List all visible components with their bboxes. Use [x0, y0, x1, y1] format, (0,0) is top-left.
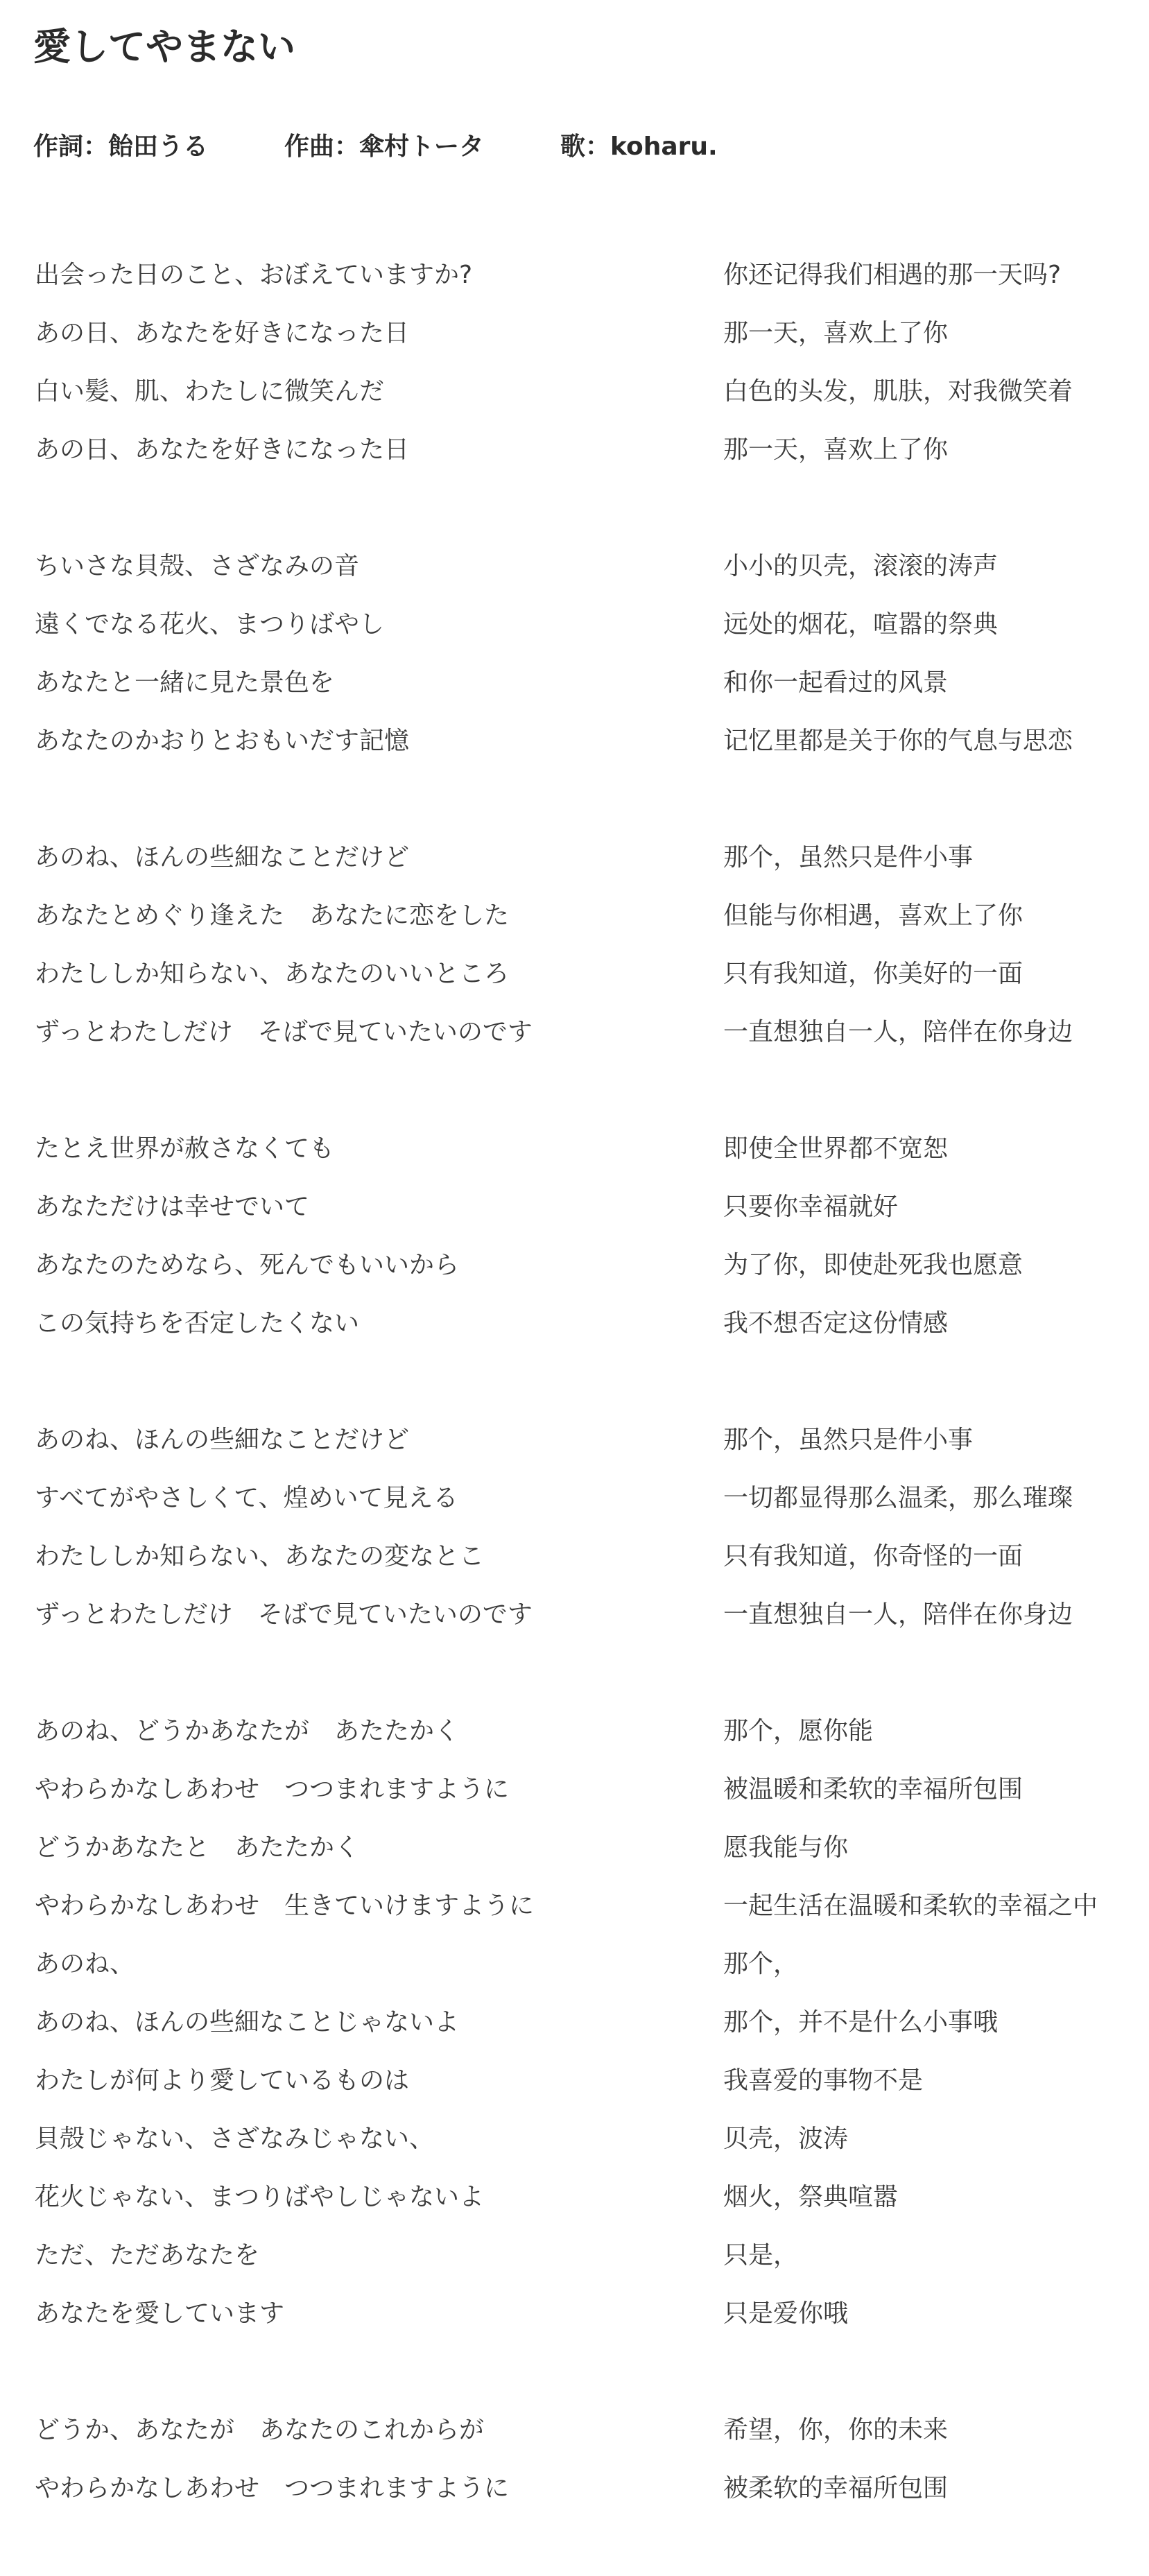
credits-row — [33, 132, 718, 162]
lyric-line — [0, 1178, 1149, 1236]
lyric-stanza — [0, 1411, 1149, 1644]
chinese-translation: 那一天，喜欢上了你 — [723, 319, 949, 347]
chinese-translation: 只是， — [723, 2241, 799, 2270]
lyric-line — [0, 2285, 1149, 2343]
japanese-lyric: あのね、ほんの些細なことだけど — [35, 843, 410, 872]
lyric-line — [0, 1586, 1149, 1644]
chinese-translation: 那个，愿你能 — [723, 1717, 874, 1745]
lyric-line — [0, 421, 1149, 479]
chinese-translation: 一起生活在温暖和柔软的幸福之中 — [723, 1892, 1098, 1920]
chinese-translation: 被柔软的幸福所包围 — [723, 2474, 949, 2502]
chinese-translation: 那个，虽然只是件小事 — [723, 843, 974, 872]
japanese-lyric: やわらかなしあわせ つつまれますように — [35, 1775, 510, 1804]
lyric-line — [0, 2460, 1149, 2518]
chinese-translation: 那一天，喜欢上了你 — [723, 435, 949, 464]
chinese-translation: 一直想独自一人，陪伴在你身边 — [723, 1018, 1073, 1046]
japanese-lyric: 花火じゃない、まつりばやしじゃないよ — [35, 2183, 485, 2211]
lyric-line — [0, 2110, 1149, 2168]
composer-credit: 作曲：傘村トータ — [284, 132, 485, 161]
lyric-line — [0, 1411, 1149, 1469]
chinese-translation: 贝壳，波涛 — [723, 2125, 849, 2153]
japanese-lyric: あのね、ほんの些細なことだけど — [35, 1426, 410, 1454]
japanese-lyric: あなたを愛しています — [35, 2299, 285, 2328]
lyric-line — [0, 887, 1149, 945]
lyric-line — [0, 712, 1149, 770]
chinese-translation: 即使全世界都不宽恕 — [723, 1134, 949, 1163]
lyric-stanza — [0, 1120, 1149, 1353]
chinese-translation: 愿我能与你 — [723, 1833, 849, 1862]
lyric-line — [0, 1469, 1149, 1528]
japanese-lyric: あの日、あなたを好きになった日 — [35, 319, 410, 347]
lyric-line — [0, 537, 1149, 596]
lyric-line — [0, 1761, 1149, 1819]
japanese-lyric: たとえ世界が赦さなくても — [35, 1134, 335, 1163]
japanese-lyric: あなたのためなら、死んでもいいから — [35, 1251, 460, 1279]
lyric-line — [0, 1120, 1149, 1178]
lyric-line — [0, 1528, 1149, 1586]
japanese-lyric: あのね、どうかあなたが あたたかく — [35, 1717, 460, 1745]
japanese-lyric: あなたと一緒に見た景色を — [35, 668, 335, 697]
chinese-translation: 你还记得我们相遇的那一天吗? — [723, 261, 1062, 289]
japanese-lyric: あのね、 — [35, 1950, 135, 1978]
japanese-lyric: わたししか知らない、あなたのいいところ — [35, 960, 510, 988]
japanese-lyric: あの日、あなたを好きになった日 — [35, 435, 410, 464]
lyric-line — [0, 654, 1149, 712]
japanese-lyric: どうか、あなたが あなたのこれからが — [35, 2416, 485, 2444]
japanese-lyric: 白い髪、肌、わたしに微笑んだ — [35, 377, 385, 406]
japanese-lyric: すべてがやさしくて、煌めいて見える — [35, 1484, 458, 1512]
lyric-stanza — [0, 246, 1149, 479]
chinese-translation: 那个， — [723, 1950, 799, 1978]
lyrics-body — [0, 246, 1149, 2576]
lyric-stanza — [0, 829, 1149, 1062]
lyric-line — [0, 1236, 1149, 1295]
chinese-translation: 只有我知道，你美好的一面 — [723, 960, 1023, 988]
japanese-lyric: わたししか知らない、あなたの変なとこ — [35, 1542, 485, 1571]
japanese-lyric: どうかあなたと あたたかく — [35, 1833, 360, 1862]
japanese-lyric: わたしが何より愛しているものは — [35, 2066, 410, 2095]
chinese-translation: 和你一起看过的风景 — [723, 668, 949, 697]
lyric-line — [0, 1295, 1149, 1353]
chinese-translation: 为了你，即使赴死我也愿意 — [723, 1251, 1023, 1279]
lyric-line — [0, 1702, 1149, 1761]
chinese-translation: 那个，虽然只是件小事 — [723, 1426, 974, 1454]
lyric-stanza — [0, 1702, 1149, 2343]
lyric-stanza — [0, 537, 1149, 770]
japanese-lyric: 遠くでなる花火、まつりばやし — [35, 610, 385, 639]
lyric-line — [0, 1003, 1149, 1062]
lyric-line — [0, 246, 1149, 304]
japanese-lyric: 出会った日のこと、おぼえていますか? — [35, 261, 473, 289]
lyric-line — [0, 2168, 1149, 2227]
chinese-translation: 记忆里都是关于你的气息与思恋 — [723, 727, 1073, 755]
japanese-lyric: ちいさな貝殻、さざなみの音 — [35, 552, 360, 580]
chinese-translation: 远处的烟花，喧嚣的祭典 — [723, 610, 999, 639]
chinese-translation: 小小的贝壳，滚滚的涛声 — [723, 552, 999, 580]
chinese-translation: 一切都显得那么温柔，那么璀璨 — [723, 1484, 1073, 1512]
japanese-lyric: あなただけは幸せでいて — [35, 1193, 310, 1221]
chinese-translation: 我不想否定这份情感 — [723, 1309, 949, 1338]
lyric-line — [0, 945, 1149, 1003]
lyric-line — [0, 304, 1149, 363]
chinese-translation: 被温暖和柔软的幸福所包围 — [723, 1775, 1023, 1804]
chinese-translation: 希望，你，你的未来 — [723, 2416, 949, 2444]
lyric-line — [0, 1994, 1149, 2052]
lyric-line — [0, 363, 1149, 421]
chinese-translation: 烟火，祭典喧嚣 — [723, 2183, 899, 2211]
japanese-lyric: やわらかなしあわせ つつまれますように — [35, 2474, 510, 2502]
chinese-translation: 但能与你相遇，喜欢上了你 — [723, 901, 1023, 930]
chinese-translation: 只要你幸福就好 — [723, 1193, 899, 1221]
japanese-lyric: ずっとわたしだけ そばで見ていたいのです — [35, 1018, 533, 1046]
japanese-lyric: ずっとわたしだけ そばで見ていたいのです — [35, 1600, 533, 1629]
japanese-lyric: ただ、ただあなたを — [35, 2241, 260, 2270]
chinese-translation: 白色的头发，肌肤，对我微笑着 — [723, 377, 1073, 406]
lyric-line — [0, 1935, 1149, 1994]
japanese-lyric: あなたのかおりとおもいだす記憶 — [35, 727, 410, 755]
lyricist-credit: 作詞：飴田うる — [33, 132, 209, 161]
lyric-line — [0, 1819, 1149, 1877]
lyric-stanza — [0, 2401, 1149, 2518]
singer-credit: 歌：koharu. — [560, 132, 718, 161]
chinese-translation: 一直想独自一人，陪伴在你身边 — [723, 1600, 1073, 1629]
lyric-line — [0, 1877, 1149, 1935]
song-title: 愛してやまない — [33, 25, 295, 69]
lyric-line — [0, 2052, 1149, 2110]
japanese-lyric: あなたとめぐり逢えた あなたに恋をした — [35, 901, 510, 930]
japanese-lyric: やわらかなしあわせ 生きていけますように — [35, 1892, 535, 1920]
chinese-translation: 我喜爱的事物不是 — [723, 2066, 924, 2095]
lyric-line — [0, 596, 1149, 654]
japanese-lyric: この気持ちを否定したくない — [35, 1309, 360, 1338]
chinese-translation: 只有我知道，你奇怪的一面 — [723, 1542, 1023, 1571]
japanese-lyric: 貝殻じゃない、さざなみじゃない、 — [35, 2125, 435, 2153]
lyric-line — [0, 829, 1149, 887]
chinese-translation: 那个，并不是什么小事哦 — [723, 2008, 999, 2037]
chinese-translation: 只是爱你哦 — [723, 2299, 849, 2328]
lyric-line — [0, 2401, 1149, 2460]
japanese-lyric: あのね、ほんの些細なことじゃないよ — [35, 2008, 460, 2037]
lyric-line — [0, 2227, 1149, 2285]
